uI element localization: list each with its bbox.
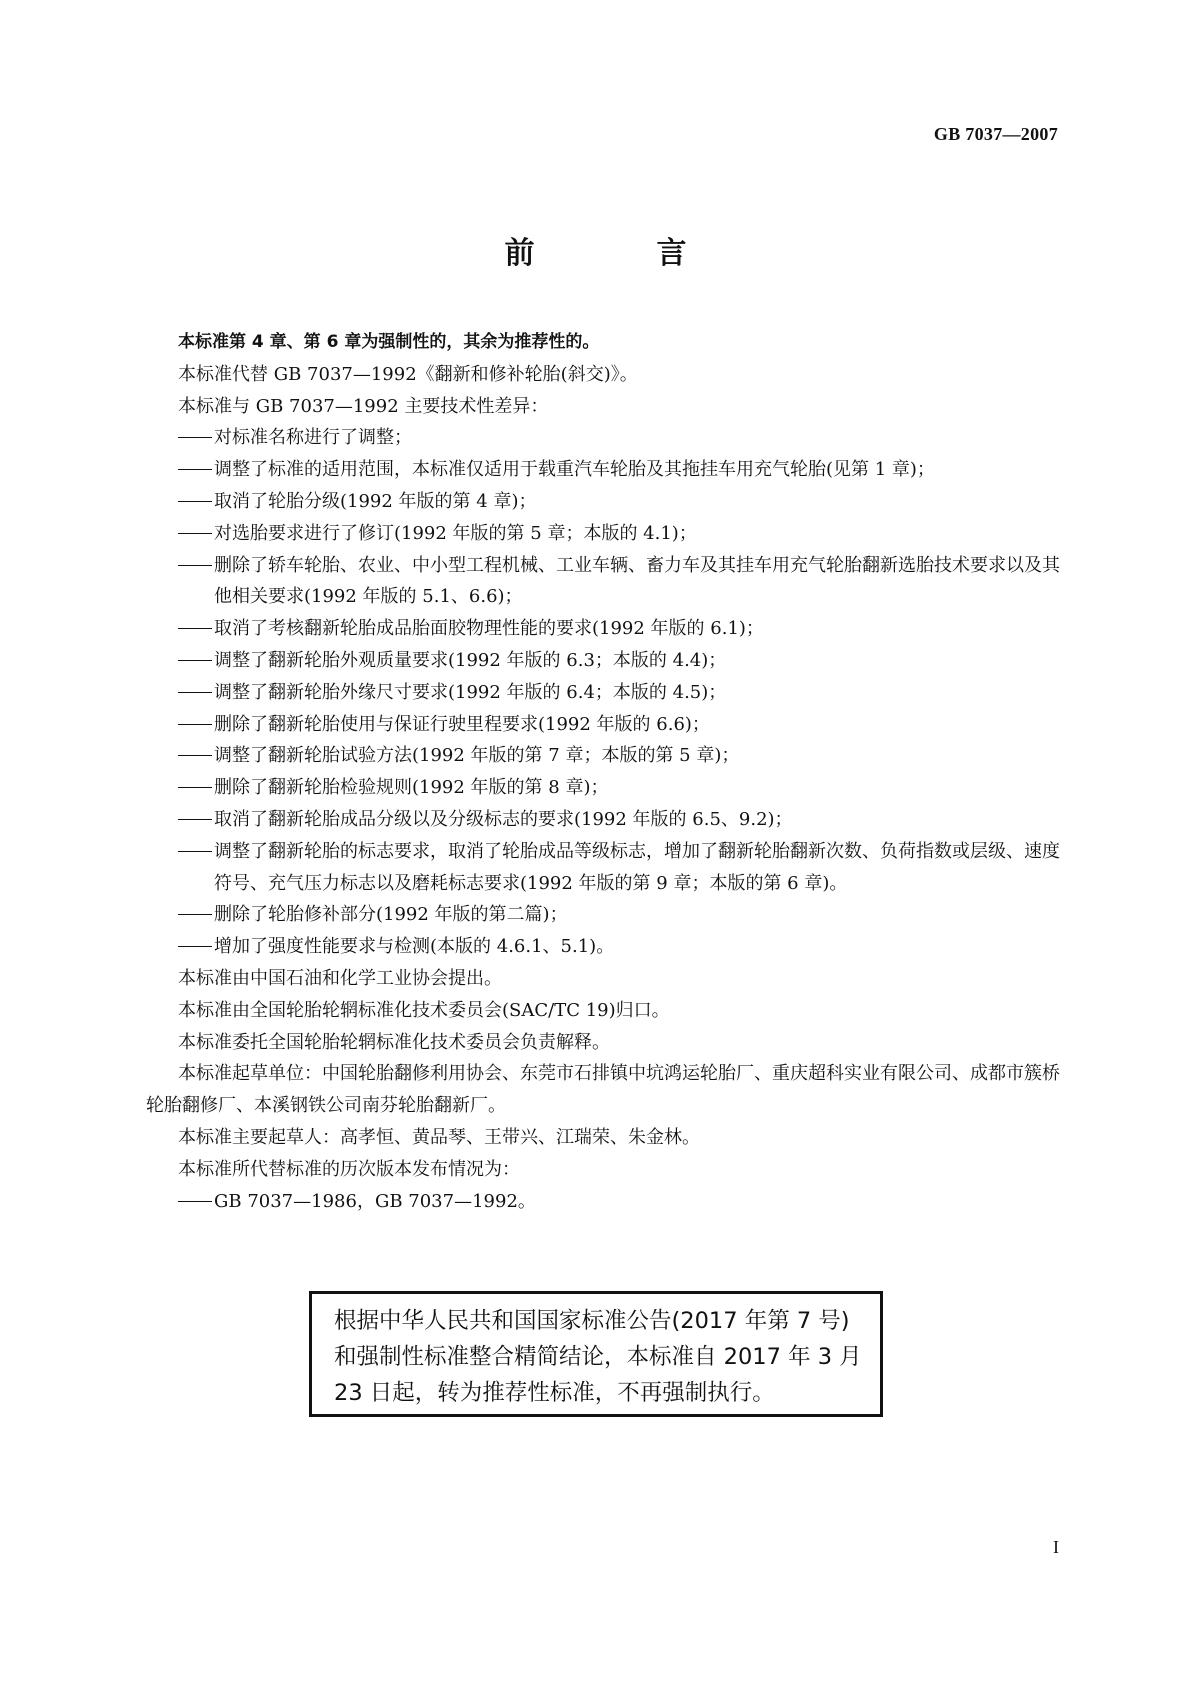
replacement-paragraph: 本标准代替 GB 7037—1992《翻新和修补轮胎(斜交)》。: [178, 363, 638, 385]
list-item: 取消了考核翻新轮胎成品胎面胶物理性能的要求(1992 年版的 6.1)；: [214, 618, 764, 640]
standard-code: GB 7037—2007: [933, 124, 1058, 144]
list-item: 取消了轮胎分级(1992 年版的第 4 章)；: [214, 490, 537, 512]
centralized-paragraph: 本标准由全国轮胎轮辋标准化技术委员会(SAC/TC 19)归口。: [178, 999, 670, 1021]
list-item: 删除了翻新轮胎检验规则(1992 年版的第 8 章)；: [214, 777, 609, 799]
list-item: 对选胎要求进行了修订(1992 年版的第 5 章；本版的 4.1)；: [214, 522, 697, 544]
list-item: 删除了翻新轮胎使用与保证行驶里程要求(1992 年版的 6.6)；: [214, 713, 710, 735]
list-item: 调整了翻新轮胎外观质量要求(1992 年版的 6.3；本版的 4.4)；: [214, 649, 727, 671]
mandatory-scope-paragraph: 本标准第 4 章、第 6 章为强制性的，其余为推荐性的。: [178, 332, 600, 352]
page-title: 前 言: [504, 236, 733, 271]
list-item: 删除了轿车轮胎、农业、中小型工程机械、工业车辆、畜力车及其挂车用充气轮胎翻新选胎技术要求以及其他相关要求(1992 年版的 5.1、6.6)；: [214, 554, 1060, 608]
notice-box: 根据中华人民共和国国家标准公告(2017 年第 7 号)和强制性标准整合精简结论，本标准自 2017 年 3 月 23 日起，转为推荐性标准，不再强制执行。: [309, 1291, 883, 1417]
list-item: 调整了翻新轮胎试验方法(1992 年版的第 7 章；本版的第 5 章)；: [214, 745, 740, 767]
page-number: I: [1053, 1537, 1059, 1557]
document-body: [146, 327, 1066, 1217]
differences-list: [146, 422, 1066, 963]
history-list-item: GB 7037—1986，GB 7037—1992。: [214, 1190, 536, 1212]
list-item: 调整了标准的适用范围，本标准仅适用于载重汽车轮胎及其拖挂车用充气轮胎(见第 1 章)；: [214, 459, 935, 481]
history-intro-paragraph: 本标准所代替标准的历次版本发布情况为：: [178, 1158, 520, 1180]
proposer-paragraph: 本标准由中国石油和化学工业协会提出。: [178, 967, 502, 989]
list-item: 取消了翻新轮胎成品分级以及分级标志的要求(1992 年版的 6.5、9.2)；: [214, 808, 793, 830]
interpretation-paragraph: 本标准委托全国轮胎轮辋标准化技术委员会负责解释。: [178, 1031, 610, 1053]
list-item: 对标准名称进行了调整；: [214, 427, 412, 449]
drafters-paragraph: 本标准主要起草人：高孝恒、黄品琴、王带兴、江瑞荣、朱金林。: [178, 1126, 700, 1148]
drafting-units-paragraph: 本标准起草单位：中国轮胎翻修利用协会、东莞市石排镇中坑鸿运轮胎厂、重庆超科实业有限公司、成都市簇桥轮胎翻修厂、本溪钢铁公司南芬轮胎翻新厂。: [146, 1063, 1060, 1117]
list-item: 删除了轮胎修补部分(1992 年版的第二篇)；: [214, 904, 568, 926]
list-item: 调整了翻新轮胎的标志要求，取消了轮胎成品等级标志，增加了翻新轮胎翻新次数、负荷指数或层级、速度符号、充气压力标志以及磨耗标志要求(1992 年版的第 9 章；本版的第 6 章)。: [214, 840, 1060, 894]
list-item: 调整了翻新轮胎外缘尺寸要求(1992 年版的 6.4；本版的 4.5)；: [214, 681, 727, 703]
differences-intro: 本标准与 GB 7037—1992 主要技术性差异：: [178, 395, 549, 417]
list-item: 增加了强度性能要求与检测(本版的 4.6.1、5.1)。: [214, 936, 615, 958]
